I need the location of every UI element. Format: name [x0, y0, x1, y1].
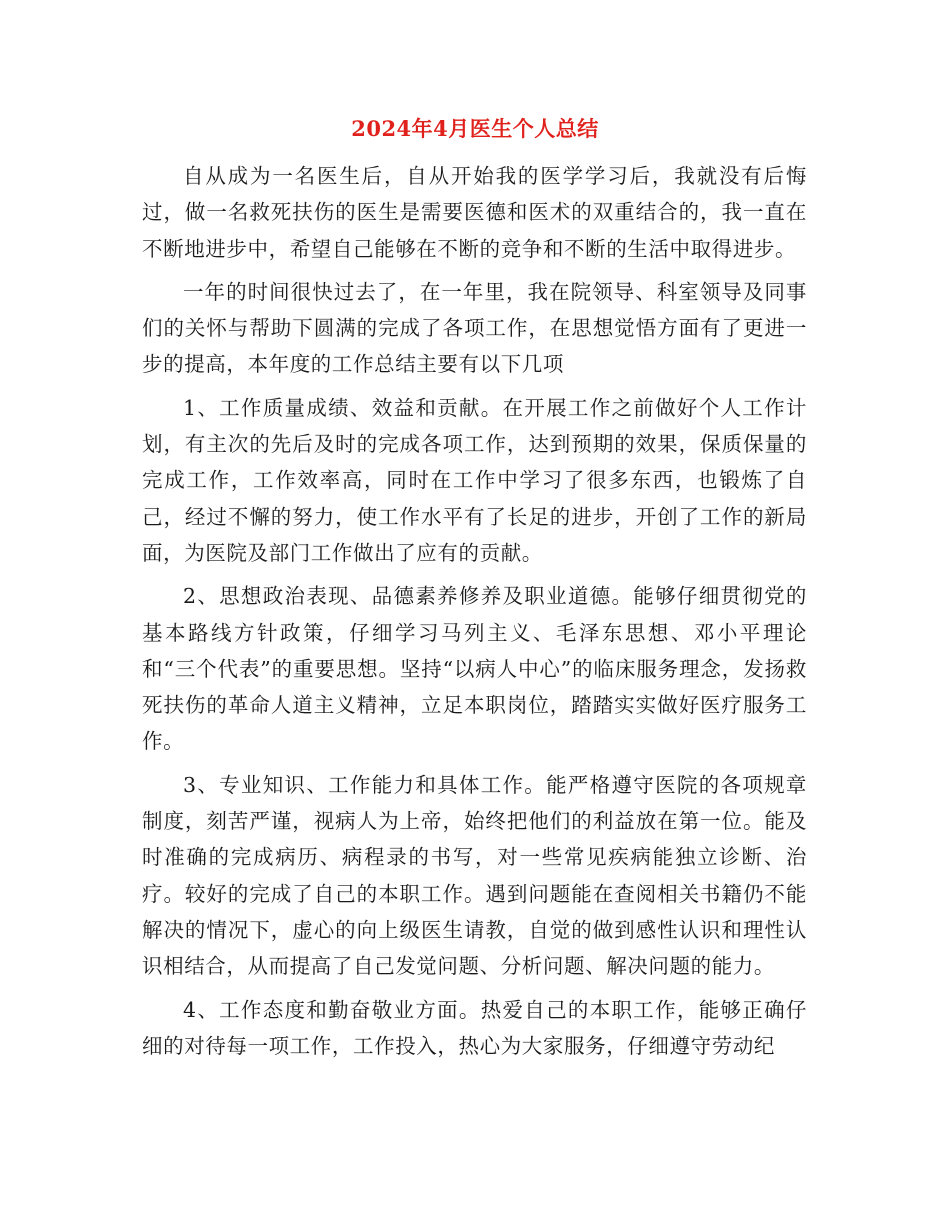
- paragraph-intro: 自从成为一名医生后，自从开始我的医学学习后，我就没有后悔过，做一名救死扶伤的医生是需要医德和医术的双重结合的，我一直在不断地进步中，希望自己能够在不断的竞争和不断的生活中取得进步。: [142, 164, 807, 261]
- paragraph-item-2: 2、思想政治表现、品德素养修养及职业道德。能够仔细贯彻党的基本路线方针政策，仔细学习马列主义、毛泽东思想、邓小平理论和“三个代表”的重要思想。坚持“以病人中心”的临床服务理念，发扬救死扶伤的革命人道主义精神，立足本职岗位，踏踏实实做好医疗服务工作。: [142, 584, 807, 754]
- paragraph-year-summary: 一年的时间很快过去了，在一年里，我在院领导、科室领导及同事们的关怀与帮助下圆满的完成了各项工作，在思想觉悟方面有了更进一步的提高，本年度的工作总结主要有以下几项: [142, 279, 807, 377]
- paragraph-item-4: 4、工作态度和勤奋敬业方面。热爱自己的本职工作，能够正确仔细的对待每一项工作，工作投入，热心为大家服务，仔细遵守劳动纪: [142, 997, 807, 1058]
- document-body: [142, 158, 807, 1071]
- paragraph-item-1: 1、工作质量成绩、效益和贡献。在开展工作之前做好个人工作计划，有主次的先后及时的完成各项工作，达到预期的效果，保质保量的完成工作，工作效率高，同时在工作中学习了很多东西，也锻炼了自己，经过不懈的努力，使工作水平有了长足的进步，开创了工作的新局面，为医院及部门工作做出了应有的贡献。: [142, 395, 807, 565]
- paragraph-item-3: 3、专业知识、工作能力和具体工作。能严格遵守医院的各项规章制度，刻苦严谨，视病人为上帝，始终把他们的利益放在第一位。能及时准确的完成病历、病程录的书写，对一些常见疾病能独立诊断、治疗。较好的完成了自己的本职工作。遇到问题能在查阅相关书籍仍不能解决的情况下，虚心的向上级医生请教，自觉的做到感性认识和理性认识相结合，从而提高了自己发觉问题、分析问题、解决问题的能力。: [142, 772, 807, 979]
- document-title: 2024年4月医生个人总结: [351, 116, 599, 141]
